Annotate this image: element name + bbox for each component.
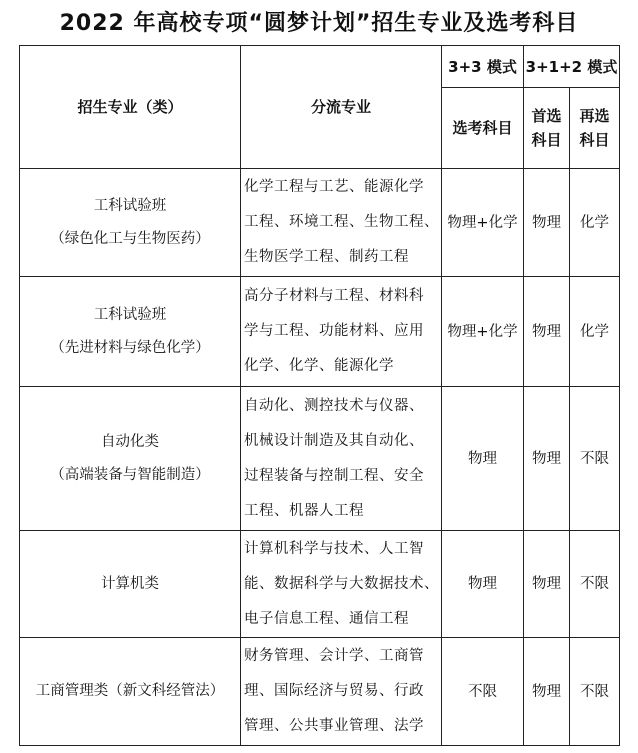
re-subject-cell: 不限 — [570, 531, 620, 638]
split-cell — [241, 531, 442, 638]
table-row — [20, 387, 620, 531]
subject-33-cell: 物理+化学 — [442, 169, 524, 277]
split-cell — [241, 387, 442, 531]
major-cell — [20, 638, 241, 746]
split-line: 工程、环境工程、生物工程、 — [244, 214, 439, 230]
major-cell — [20, 277, 241, 387]
split-line: 工程、机器人工程 — [244, 502, 364, 519]
header-subject-33: 选考科目 — [442, 88, 524, 169]
split-line: 化学、化学、能源化学 — [244, 358, 394, 374]
split-line: 能、数据科学与大数据技术、 — [244, 575, 439, 592]
header-first-line1: 首选 — [531, 107, 562, 125]
split-line: 电子信息工程、通信工程 — [244, 610, 409, 627]
split-line: 财务管理、会计学、工商管 — [244, 648, 424, 664]
split-line: 学与工程、功能材料、应用 — [244, 323, 424, 339]
split-line: 机械设计制造及其自动化、 — [244, 432, 424, 449]
split-line: 化学工程与工艺、能源化学 — [244, 179, 424, 195]
re-subject-cell: 不限 — [570, 387, 620, 531]
split-line: 自动化、测控技术与仪器、 — [244, 397, 424, 414]
re-subject-cell: 化学 — [570, 169, 620, 277]
header-re-line1: 再选 — [579, 107, 610, 125]
table-row — [20, 169, 620, 277]
major-detail: （高端装备与智能制造） — [50, 466, 210, 483]
header-mode-312: 3+1+2 模式 — [524, 46, 620, 88]
subject-33-cell: 物理 — [442, 531, 524, 638]
first-subject-cell: 物理 — [524, 277, 570, 387]
table-row — [20, 277, 620, 387]
first-subject-cell: 物理 — [524, 169, 570, 277]
header-re-line2: 科目 — [579, 131, 610, 149]
subject-33-cell: 物理 — [442, 387, 524, 531]
major-cell — [20, 387, 241, 531]
split-line: 管理、公共事业管理、法学 — [244, 718, 424, 734]
major-cell — [20, 169, 241, 277]
split-line: 高分子材料与工程、材料科 — [244, 288, 424, 304]
split-line: 生物医学工程、制药工程 — [244, 249, 409, 265]
split-cell — [241, 277, 442, 387]
split-line: 过程装备与控制工程、安全 — [244, 467, 424, 484]
header-mode-33: 3+3 模式 — [442, 46, 524, 88]
subject-33-cell: 不限 — [442, 638, 524, 746]
first-subject-cell: 物理 — [524, 531, 570, 638]
major-cell — [20, 531, 241, 638]
re-subject-cell: 化学 — [570, 277, 620, 387]
major-name: 工科试验班 — [93, 197, 167, 214]
major-detail: （先进材料与绿色化学） — [50, 339, 210, 356]
split-line: 计算机科学与技术、人工智 — [244, 540, 424, 557]
page-title: 2022 年高校专项“圆梦计划”招生专业及选考科目 — [59, 11, 579, 36]
header-major: 招生专业（类） — [20, 46, 241, 169]
subject-33-cell: 物理+化学 — [442, 277, 524, 387]
major-name: 工商管理类（新文科经管法） — [35, 683, 225, 699]
table-row — [20, 638, 620, 746]
re-subject-cell: 不限 — [570, 638, 620, 746]
header-first-subject — [524, 88, 570, 169]
split-cell — [241, 638, 442, 746]
split-line: 理、国际经济与贸易、行政 — [244, 683, 424, 699]
major-name: 计算机类 — [101, 575, 159, 592]
major-name: 自动化类 — [101, 433, 159, 450]
first-subject-cell: 物理 — [524, 638, 570, 746]
first-subject-cell: 物理 — [524, 387, 570, 531]
table-row — [20, 531, 620, 638]
header-split: 分流专业 — [241, 46, 442, 169]
header-first-line2: 科目 — [531, 131, 562, 149]
major-name: 工科试验班 — [93, 306, 167, 323]
admission-table — [19, 45, 620, 746]
major-detail: （绿色化工与生物医药） — [50, 230, 210, 247]
header-re-subject — [570, 88, 620, 169]
split-cell — [241, 169, 442, 277]
